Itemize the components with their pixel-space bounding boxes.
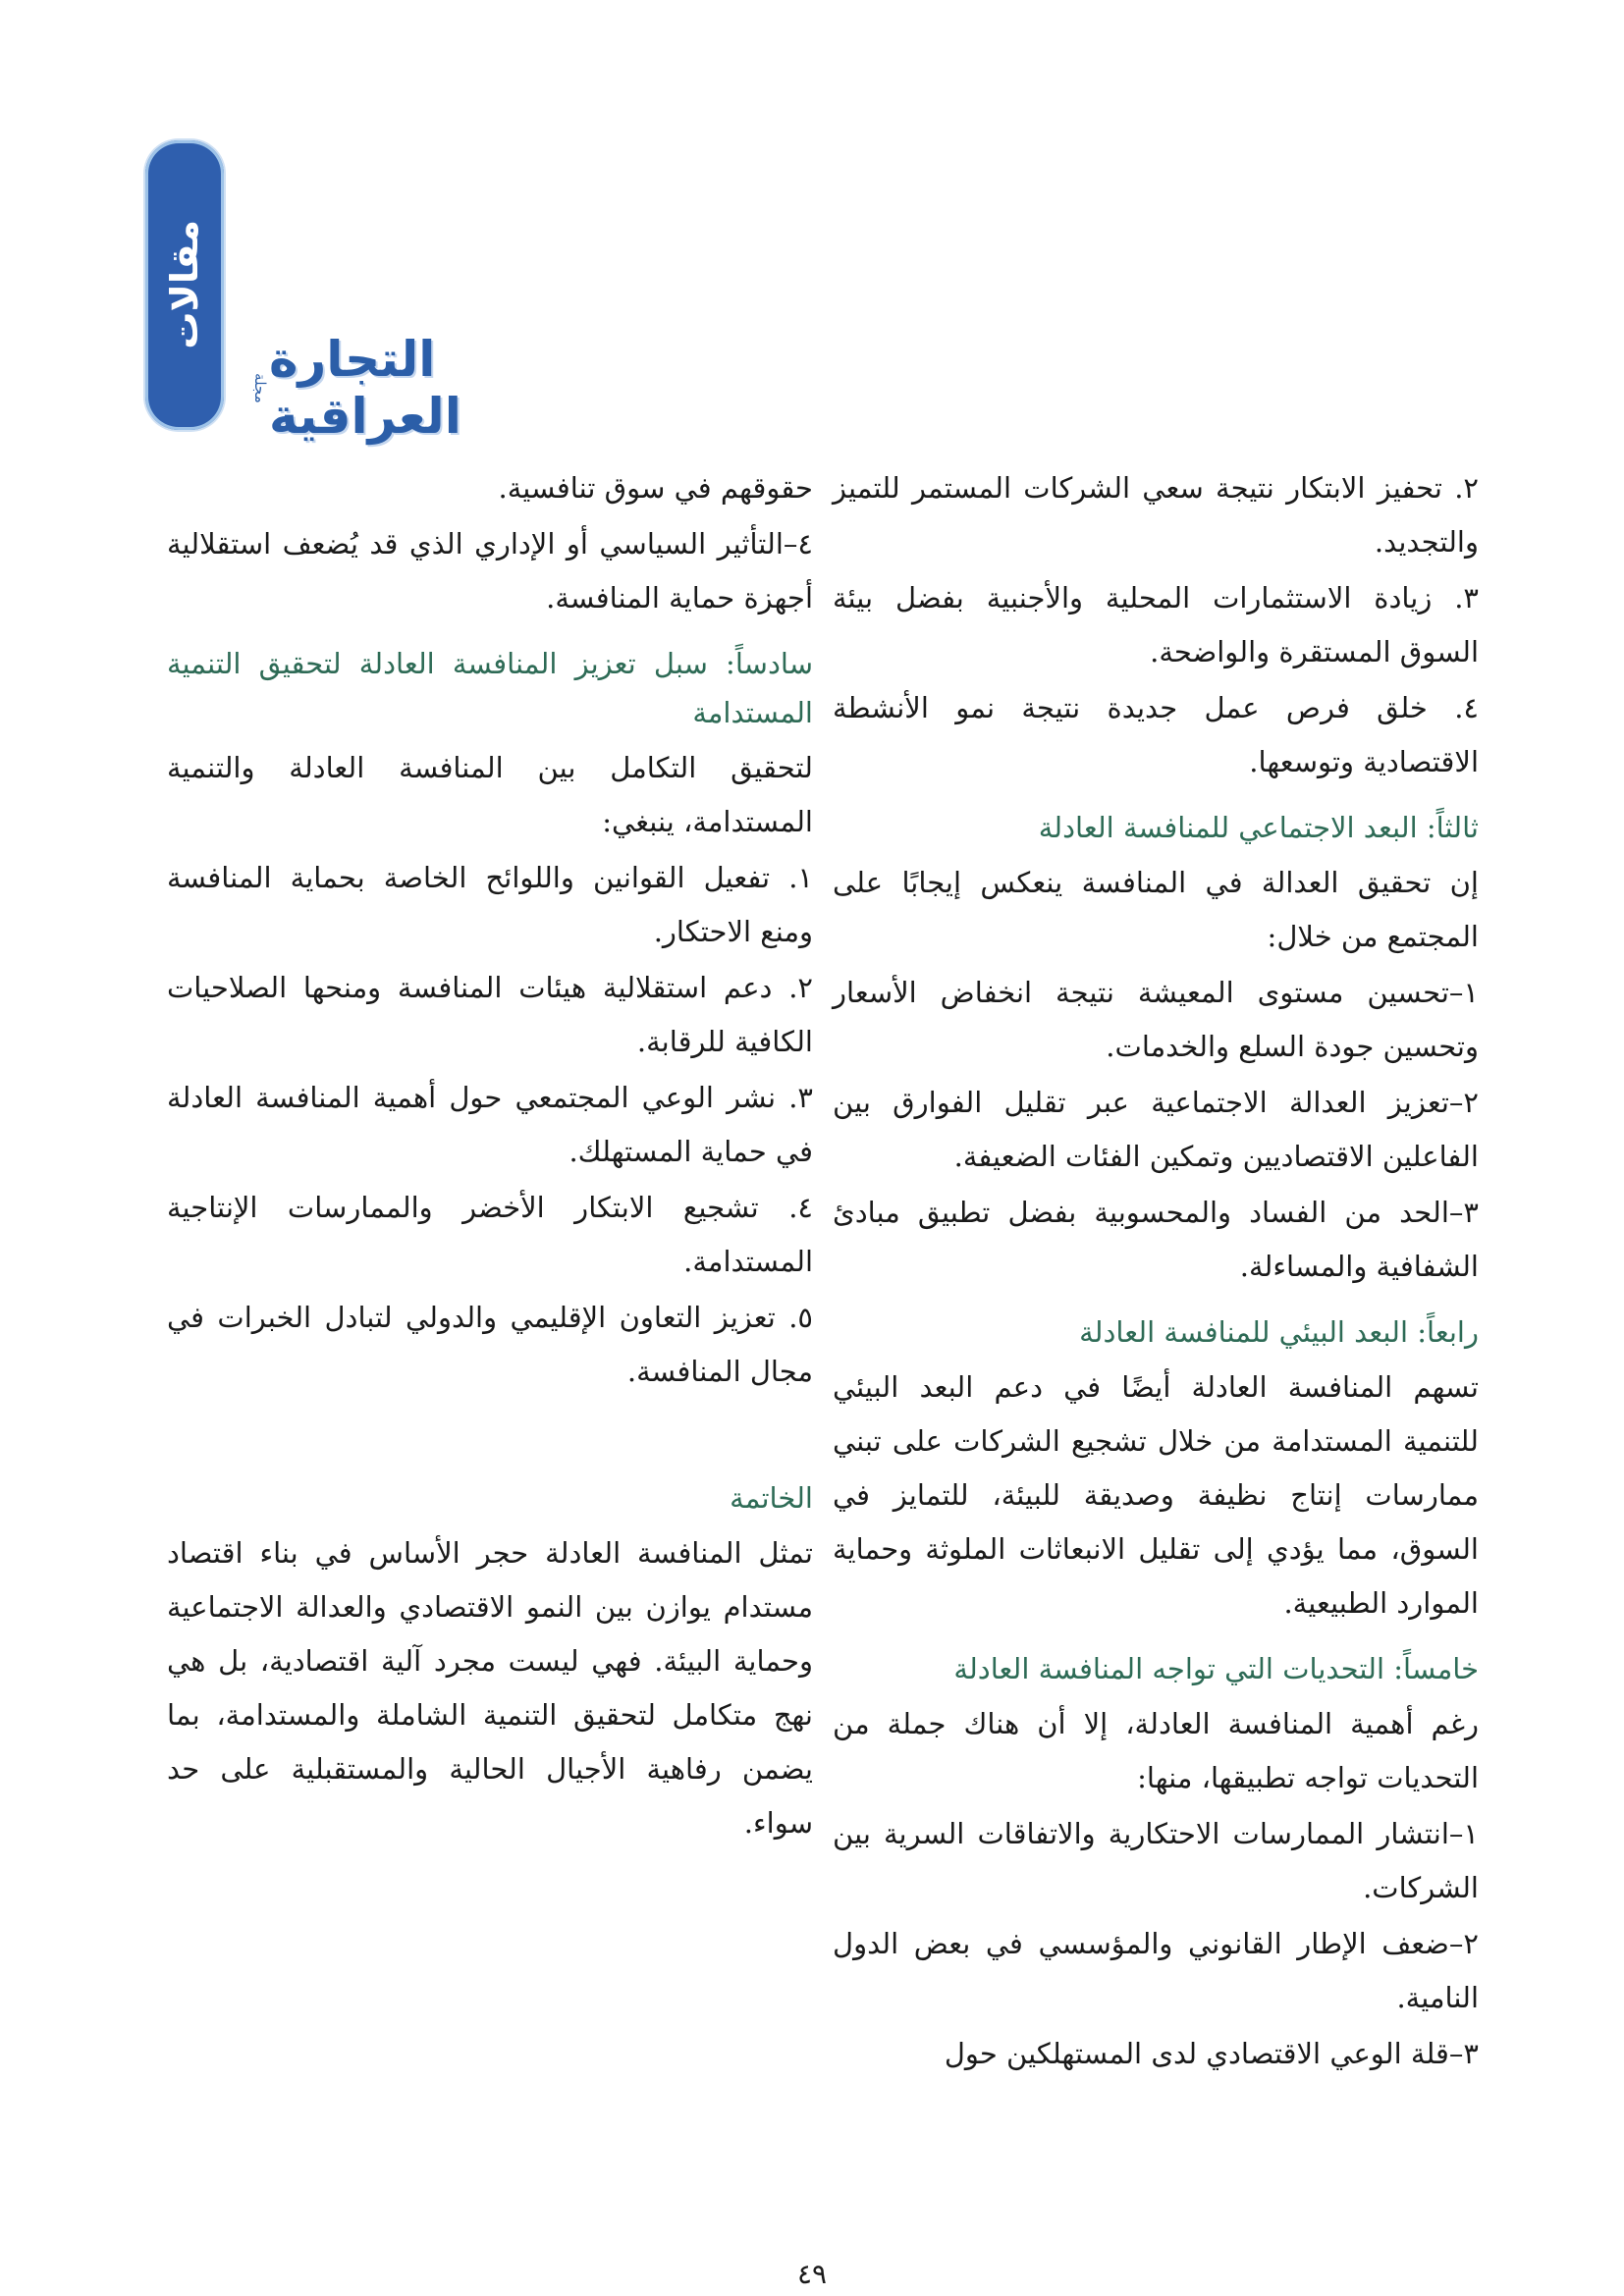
paragraph: ٥. تعزيز التعاون الإقليمي والدولي لتبادل الخبرات في مجال المنافسة. (167, 1301, 813, 1388)
paragraph: ٣. زيادة الاستثمارات المحلية والأجنبية بفضل بيئة السوق المستقرة والواضحة. (833, 581, 1479, 668)
page-number: ٤٩ (796, 2258, 828, 2290)
section-heading: ثالثاً: البعد الاجتماعي للمنافسة العادلة (1038, 811, 1479, 844)
paragraph: ٤. تشجيع الابتكار الأخضر والممارسات الإنتاجية المستدامة. (167, 1191, 813, 1278)
section-heading: الخاتمة (730, 1481, 813, 1515)
paragraph: ٤. خلق فرص عمل جديدة نتيجة نمو الأنشطة الاقتصادية وتوسعها. (833, 691, 1479, 778)
paragraph: ٤–التأثير السياسي أو الإداري الذي قد يُضعف استقلالية أجهزة حماية المنافسة. (167, 527, 813, 614)
spacer (167, 1401, 813, 1460)
paragraph: ٢–ضعف الإطار القانوني والمؤسسي في بعض الدول النامية. (833, 1927, 1479, 2014)
paragraph: ٣. نشر الوعي المجتمعي حول أهمية المنافسة العادلة في حماية المستهلك. (167, 1081, 813, 1168)
left-column (167, 461, 813, 1852)
section-heading: خامساً: التحديات التي تواجه المنافسة العادلة (953, 1652, 1479, 1685)
section-heading: سادساً: سبل تعزيز المنافسة العادلة لتحقيق التنمية المستدامة (167, 647, 813, 729)
paragraph: ٣–الحد من الفساد والمحسوبية بفضل تطبيق مبادئ الشفافية والمساءلة. (833, 1196, 1479, 1283)
magazine-logo-small: مجلة (251, 372, 269, 403)
paragraph: ٢. دعم استقلالية هيئات المنافسة ومنحها الصلاحيات الكافية للرقابة. (167, 971, 813, 1058)
paragraph: ٢. تحفيز الابتكار نتيجة سعي الشركات المستمر للتميز والتجديد. (833, 471, 1479, 559)
paragraph: ٣–قلة الوعي الاقتصادي لدى المستهلكين حول (944, 2037, 1479, 2070)
paragraph: حقوقهم في سوق تنافسية. (498, 471, 813, 505)
paragraph: تمثل المنافسة العادلة حجر الأساس في بناء اقتصاد مستدام يوازن بين النمو الاقتصادي والعدالة الاجتماعية وحماية البيئة. فهي ليست مجرد آلية اقتصادية، بل هي نهج متكامل لتحقيق التنمية الشاملة والمستدامة، بما يضمن رفاهية الأجيال الحالية والمستقبلية على حد سواء. (167, 1536, 813, 1840)
paragraph: ١–انتشار الممارسات الاحتكارية والاتفاقات السرية بين الشركات. (833, 1817, 1479, 1904)
paragraph: ١–تحسين مستوى المعيشة نتيجة انخفاض الأسعار وتحسين جودة السلع والخدمات. (833, 976, 1479, 1063)
magazine-logo (245, 331, 599, 445)
section-heading: رابعاً: البعد البيئي للمنافسة العادلة (1079, 1315, 1479, 1349)
paragraph: لتحقيق التكامل بين المنافسة العادلة والتنمية المستدامة، ينبغي: (167, 751, 813, 838)
paragraph: ١. تفعيل القوانين واللوائح الخاصة بحماية المنافسة ومنع الاحتكار. (167, 861, 813, 948)
section-tab-label: مقالات (163, 220, 206, 349)
paragraph: إن تحقيق العدالة في المنافسة ينعكس إيجابًا على المجتمع من خلال: (833, 866, 1479, 953)
paragraph: رغم أهمية المنافسة العادلة، إلا أن هناك جملة من التحديات تواجه تطبيقها، منها: (833, 1707, 1479, 1794)
paragraph: تسهم المنافسة العادلة أيضًا في دعم البعد البيئي للتنمية المستدامة من خلال تشجيع الشركات على تبني ممارسات إنتاج نظيفة وصديقة للبيئة، للتمايز في السوق، مما يؤدي إلى تقليل الانبعاثات الملوثة وحماية الموارد الطبيعية. (833, 1370, 1479, 1620)
magazine-logo-title: التجارة العراقية (269, 331, 461, 445)
right-column (833, 461, 1479, 2083)
paragraph: ٢–تعزيز العدالة الاجتماعية عبر تقليل الفوارق بين الفاعلين الاقتصاديين وتمكين الفئات الضعيفة. (833, 1086, 1479, 1173)
